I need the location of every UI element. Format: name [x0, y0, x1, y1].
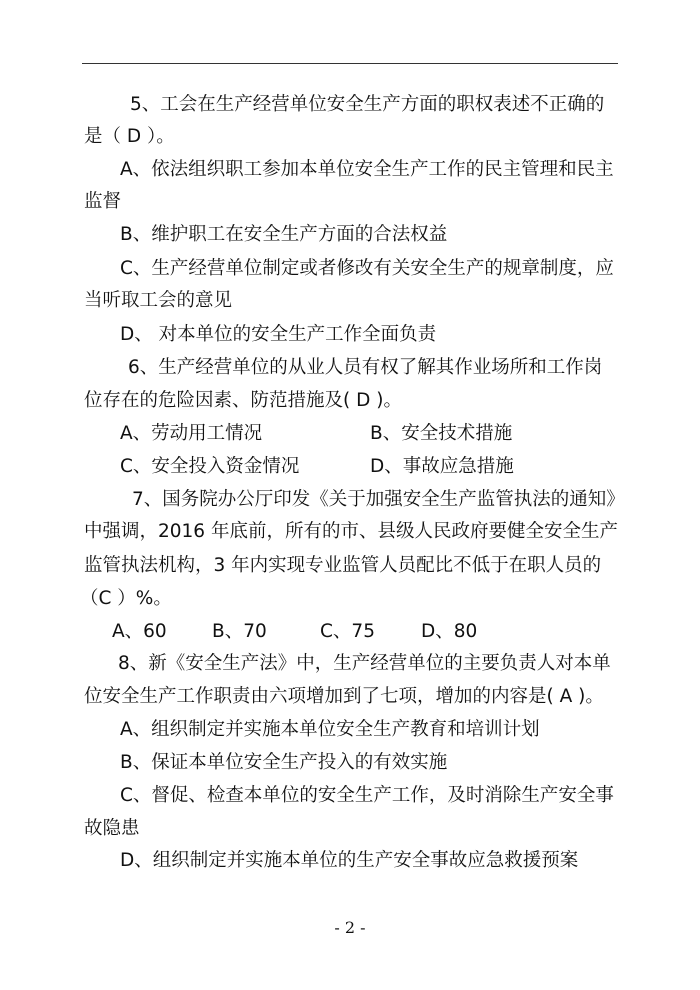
question-stem-line: 5、工会在生产经营单位安全生产方面的职权表述不正确的: [130, 94, 605, 115]
option-a: A、依法组织职工参加本单位安全生产工作的民主管理和民主: [120, 159, 614, 180]
header-rule: [82, 63, 618, 64]
option-d: D、80: [421, 621, 478, 642]
question-stem-line: （C ）%。: [80, 588, 172, 609]
question-stem-line: 是（ D ）。: [84, 126, 175, 147]
option-c-continued: 当听取工会的意见: [84, 290, 233, 311]
question-stem-line: 位存在的危险因素、防范措施及( D )。: [84, 390, 402, 411]
option-c: C、督促、检查本单位的安全生产工作，及时消除生产安全事: [120, 785, 614, 806]
option-c: C、安全投入资金情况: [120, 456, 300, 477]
question-stem-line: 中强调，2016 年底前，所有的市、县级人民政府要健全安全生产: [84, 521, 618, 542]
question-stem-line: 7、国务院办公厅印发《关于加强安全生产监管执法的通知》: [132, 489, 625, 510]
option-b: B、70: [212, 621, 267, 642]
question-stem-line: 6、生产经营单位的从业人员有权了解其作业场所和工作岗: [128, 357, 603, 378]
option-b: B、保证本单位安全生产投入的有效实施: [120, 752, 448, 773]
option-row: [120, 454, 514, 480]
option-a-continued: 监督: [84, 191, 122, 212]
question-stem-line: 位安全生产工作职责由六项增加到了七项，增加的内容是( A )。: [84, 686, 604, 707]
option-row: [112, 619, 478, 645]
page-number: - 2 -: [334, 918, 366, 937]
option-a: A、组织制定并实施本单位安全生产教育和培训计划: [120, 719, 540, 740]
option-a: A、60: [112, 621, 167, 642]
option-c: C、75: [320, 621, 375, 642]
option-b: B、维护职工在安全生产方面的合法权益: [120, 224, 448, 245]
option-a: A、劳动用工情况: [120, 423, 263, 444]
option-c: C、生产经营单位制定或者修改有关安全生产的规章制度，应: [120, 258, 614, 279]
option-d: D、组织制定并实施本单位的生产安全事故应急救援预案: [120, 850, 579, 871]
question-stem-line: 监管执法机构，3 年内实现专业监管人员配比不低于在职人员的: [84, 555, 602, 576]
option-d: D、事故应急措施: [370, 456, 514, 477]
option-row: [120, 421, 513, 447]
question-stem-line: 8、新《安全生产法》中，生产经营单位的主要负责人对本单: [118, 653, 611, 674]
option-b: B、安全技术措施: [370, 423, 513, 444]
option-c-continued: 故隐患: [84, 818, 140, 839]
option-d: D、 对本单位的安全生产工作全面负责: [120, 324, 437, 345]
